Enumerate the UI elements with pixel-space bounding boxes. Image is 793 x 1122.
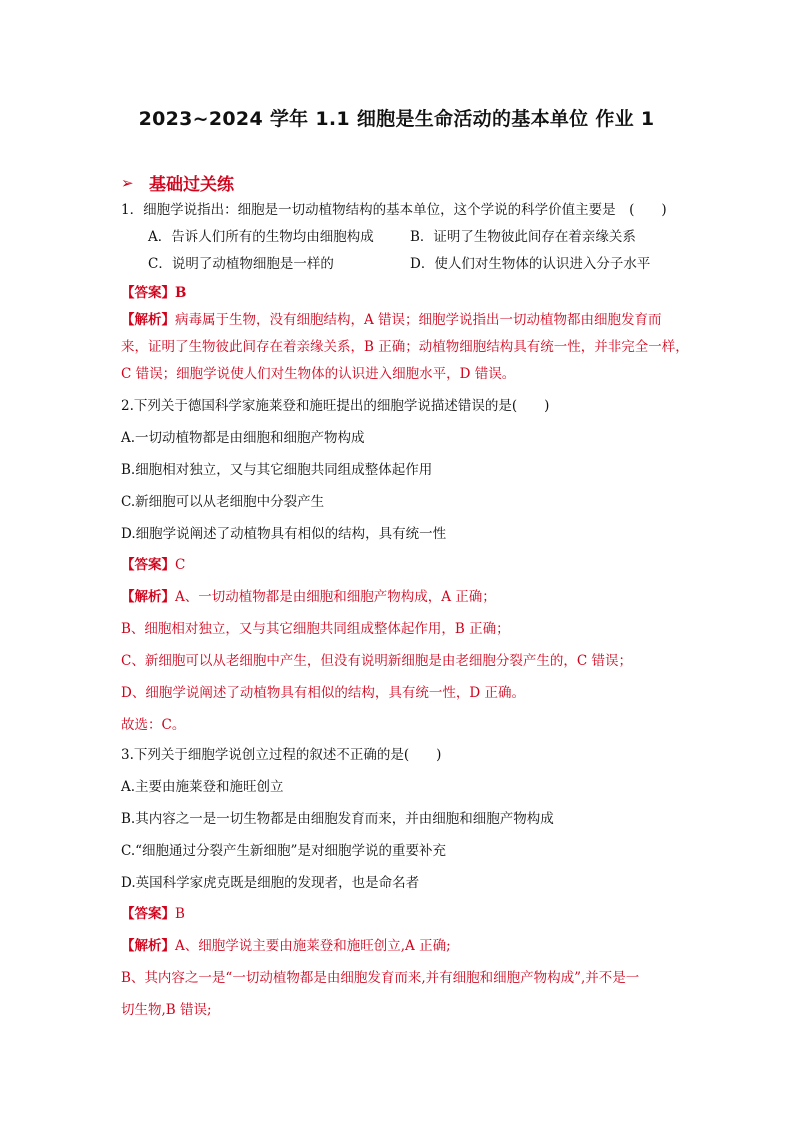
q2-answer-value: C [175, 557, 186, 573]
q2-analysis-line-1 [121, 587, 496, 607]
q3-answer-tag: 【答案】 [121, 906, 175, 922]
q1-option-b: B．证明了生物彼此间存在着亲缘关系 [410, 229, 636, 245]
q1-analysis-line-3: C 错误；细胞学说使人们对生物体的认识进入细胞水平，D 错误。 [121, 366, 516, 382]
q1-stem: 1．细胞学说指出：细胞是一切动植物结构的基本单位，这个学说的科学价值主要是 ( ) [121, 202, 667, 218]
q2-answer [121, 555, 185, 575]
q2-analysis-line-3: C、新细胞可以从老细胞中产生，但没有说明新细胞是由老细胞分裂产生的，C 错误； [121, 653, 632, 669]
q3-analysis-text-1: A、细胞学说主要由施莱登和施旺创立,A 正确; [175, 938, 451, 954]
arrow-bullet-icon: ➢ [121, 173, 134, 192]
q1-answer-value: B [175, 285, 187, 301]
q3-analysis-tag: 【解析】 [121, 938, 175, 954]
q1-option-d: D．使人们对生物体的认识进入分子水平 [410, 256, 651, 272]
q3-option-b: B.其内容之一是一切生物都是由细胞发育而来，并由细胞和细胞产物构成 [121, 811, 554, 827]
document-title: 2023~2024 学年 1.1 细胞是生命活动的基本单位 作业 1 [138, 108, 655, 130]
q1-answer-tag: 【答案】 [121, 285, 175, 301]
q2-analysis-line-5: 故选：C。 [121, 717, 186, 733]
q2-option-c: C.新细胞可以从老细胞中分裂产生 [121, 494, 325, 510]
q3-answer-value: B [175, 906, 185, 922]
q2-option-a: A.一切动植物都是由细胞和细胞产物构成 [121, 430, 365, 446]
q3-analysis-line-3: 切生物,B 错误; [121, 1002, 212, 1018]
q3-answer [121, 904, 185, 924]
section-heading [121, 170, 234, 195]
q2-analysis-line-2: B、细胞相对独立，又与其它细胞共同组成整体起作用，B 正确； [121, 621, 510, 637]
q1-analysis-line-1 [121, 310, 662, 330]
q2-option-b: B.细胞相对独立，又与其它细胞共同组成整体起作用 [121, 462, 433, 478]
q1-option-c: C．说明了动植物细胞是一样的 [148, 256, 334, 272]
q3-analysis-line-1 [121, 936, 451, 956]
q3-option-d: D.英国科学家虎克既是细胞的发现者，也是命名者 [121, 875, 420, 891]
q2-option-d: D.细胞学说阐述了动植物具有相似的结构，具有统一性 [121, 526, 447, 542]
q3-option-a: A.主要由施莱登和施旺创立 [121, 779, 284, 795]
q2-analysis-line-4: D、细胞学说阐述了动植物具有相似的结构，具有统一性，D 正确。 [121, 685, 525, 701]
q1-analysis-tag: 【解析】 [121, 312, 175, 328]
q2-analysis-tag: 【解析】 [121, 589, 175, 605]
q2-stem: 2.下列关于德国科学家施莱登和施旺提出的细胞学说描述错误的是( ) [121, 398, 550, 414]
q1-answer [121, 283, 186, 303]
q2-answer-tag: 【答案】 [121, 557, 175, 573]
section-label: 基础过关练 [149, 175, 234, 195]
q1-analysis-line-2: 来，证明了生物彼此间存在着亲缘关系，B 正确；动植物细胞结构具有统一性，并非完全一样， [121, 339, 689, 355]
q3-option-c: C.“细胞通过分裂产生新细胞”是对细胞学说的重要补充 [121, 843, 446, 859]
q1-option-a: A．告诉人们所有的生物均由细胞构成 [148, 229, 374, 245]
q3-analysis-line-2: B、其内容之一是“一切动植物都是由细胞发育而来,并有细胞和细胞产物构成”,并不是一 [121, 970, 640, 986]
q3-stem: 3.下列关于细胞学说创立过程的叙述不正确的是( ) [121, 747, 442, 763]
q1-analysis-text-1: 病毒属于生物，没有细胞结构，A 错误；细胞学说指出一切动植物都由细胞发育而 [175, 312, 662, 328]
q2-analysis-text-1: A、一切动植物都是由细胞和细胞产物构成，A 正确； [175, 589, 496, 605]
